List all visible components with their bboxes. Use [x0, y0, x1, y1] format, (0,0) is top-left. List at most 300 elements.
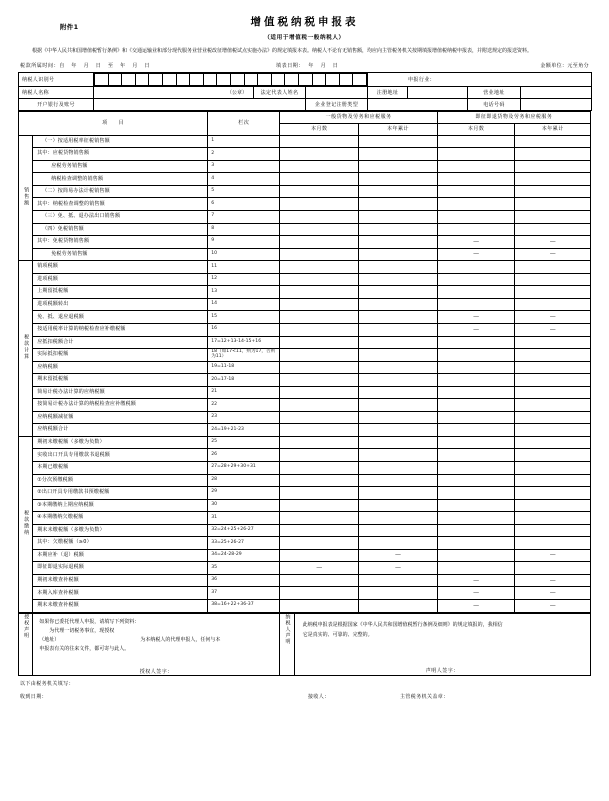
cell-refund-month[interactable]: [437, 349, 515, 362]
cell-refund-year: —: [515, 599, 591, 612]
cell-general-month[interactable]: [280, 323, 359, 336]
row-line-number: 32=24+25+26-27: [208, 524, 280, 537]
cell-refund-year[interactable]: [515, 361, 591, 374]
main-table-head: [19, 111, 591, 135]
cell-general-month[interactable]: [280, 173, 359, 186]
cell-refund-year[interactable]: [515, 449, 591, 462]
taxpayer-code-boxes[interactable]: [94, 72, 368, 86]
cell-general-month[interactable]: [280, 461, 359, 474]
col-refund-year-header: 本年累计: [515, 123, 591, 135]
decl-line-2: 它是真实的、可靠的、完整的。: [302, 632, 373, 639]
code-box[interactable]: [162, 73, 176, 85]
cell-refund-month[interactable]: [437, 148, 515, 161]
row-item-label: ③本期缴纳上期应纳税额: [33, 499, 208, 512]
attachment-number: 附件1: [60, 23, 79, 31]
col-general-year-header: 本年累计: [359, 123, 438, 135]
cell-refund-month[interactable]: [437, 336, 515, 349]
row-item-label: （四）免税销售额: [33, 223, 208, 236]
table-row: [19, 411, 591, 424]
cell-general-year[interactable]: [359, 411, 438, 424]
cell-refund-month[interactable]: [437, 198, 515, 211]
page-subtitle: （适用于增值税一般纳税人）: [264, 35, 345, 41]
cell-general-month[interactable]: [280, 587, 359, 600]
row-line-number: 2: [208, 148, 280, 161]
cell-refund-month[interactable]: [437, 449, 515, 462]
taxpayer-identity-table: [18, 72, 592, 111]
cell-refund-year[interactable]: [515, 185, 591, 198]
code-box[interactable]: [244, 73, 258, 85]
table-row: [19, 361, 591, 374]
business-address-value[interactable]: [521, 86, 592, 98]
cell-general-month[interactable]: [280, 273, 359, 286]
cell-general-year[interactable]: [359, 298, 438, 311]
cell-refund-year[interactable]: [515, 211, 591, 224]
authorization-group-label: 授权声明: [19, 613, 33, 675]
cell-general-year[interactable]: [359, 198, 438, 211]
code-box[interactable]: [339, 73, 353, 85]
cell-refund-month[interactable]: [437, 298, 515, 311]
cell-general-month[interactable]: [280, 211, 359, 224]
code-box[interactable]: [326, 73, 340, 85]
cell-refund-month[interactable]: [437, 273, 515, 286]
row-line-number: 38=16+22+36-37: [208, 599, 280, 612]
receiver-label: 接收人：: [308, 693, 330, 700]
code-box[interactable]: [176, 73, 190, 85]
cell-general-month: —: [280, 562, 359, 575]
cell-refund-month[interactable]: [437, 512, 515, 525]
table-row: [19, 587, 591, 600]
code-box[interactable]: [298, 73, 312, 85]
cell-general-month[interactable]: [280, 236, 359, 249]
row-line-number: 27=28+29+30+31: [208, 461, 280, 474]
taxpayer-name-row: [19, 86, 592, 98]
cell-general-month[interactable]: [280, 386, 359, 399]
cell-general-year[interactable]: [359, 461, 438, 474]
cell-general-month[interactable]: [280, 148, 359, 161]
row-line-number: 19=11-18: [208, 361, 280, 374]
bank-account-label: 开户银行及账号: [19, 98, 94, 110]
cell-refund-year[interactable]: [515, 160, 591, 173]
registered-address-label: 注册地址: [368, 86, 408, 98]
code-box[interactable]: [217, 73, 231, 85]
cell-general-month[interactable]: [280, 160, 359, 173]
cell-general-year[interactable]: [359, 487, 438, 500]
cell-refund-year[interactable]: [515, 261, 591, 274]
cell-general-year[interactable]: [359, 587, 438, 600]
table-row: [19, 574, 591, 587]
table-row: [19, 336, 591, 349]
row-line-number: 7: [208, 211, 280, 224]
cell-general-year[interactable]: [359, 474, 438, 487]
code-box[interactable]: [312, 73, 326, 85]
cell-general-year[interactable]: [359, 311, 438, 324]
auth-line-2: 为代理一切税务事宜，现授权: [49, 627, 115, 634]
cell-refund-year: —: [515, 549, 591, 562]
cell-general-year[interactable]: [359, 273, 438, 286]
row-item-label: 期末未缴查补税额: [33, 599, 208, 612]
table-row: [19, 286, 591, 299]
cell-general-year[interactable]: [359, 386, 438, 399]
row-line-number: 34=24-28-29: [208, 549, 280, 562]
fill-date-label: 填表日期： 年 月 日: [276, 62, 339, 69]
cell-general-year[interactable]: [359, 449, 438, 462]
cell-general-year[interactable]: [359, 499, 438, 512]
code-box[interactable]: [122, 73, 136, 85]
cell-general-month[interactable]: [280, 449, 359, 462]
cell-general-month[interactable]: [280, 361, 359, 374]
table-row: [19, 374, 591, 387]
row-line-number: 18（如17<11，则为17，否则为11）: [208, 349, 280, 362]
cell-refund-month[interactable]: [437, 487, 515, 500]
row-item-label: 应纳税额合计: [33, 424, 208, 437]
legal-person-value[interactable]: [306, 86, 368, 98]
cell-refund-year[interactable]: [515, 399, 591, 412]
cell-general-month[interactable]: [280, 599, 359, 612]
table-row: [19, 386, 591, 399]
row-item-label: ①分次预缴税额: [33, 474, 208, 487]
page-title: 增值税纳税申报表: [250, 16, 359, 28]
cell-general-year[interactable]: [359, 286, 438, 299]
row-item-label: 进项税额转出: [33, 298, 208, 311]
row-item-label: 期初未缴税额（多缴为负数）: [33, 436, 208, 449]
table-row: [19, 273, 591, 286]
row-line-number: 14: [208, 298, 280, 311]
row-line-number: 11: [208, 261, 280, 274]
cell-general-month[interactable]: [280, 261, 359, 274]
col-group-refund-header: 即征即退货物及劳务和应税服务: [437, 111, 590, 123]
cell-general-month[interactable]: [280, 524, 359, 537]
table-row: [19, 537, 591, 550]
business-address-label: 营业地址: [468, 86, 521, 98]
cell-general-year[interactable]: [359, 160, 438, 173]
row-item-label: 应纳税额减征额: [33, 411, 208, 424]
registered-address-value[interactable]: [408, 86, 468, 98]
declare-industry-label: 申报行业：: [368, 72, 592, 86]
cell-refund-month[interactable]: [437, 499, 515, 512]
row-line-number: 3: [208, 160, 280, 173]
row-line-number: 16: [208, 323, 280, 336]
cell-general-month[interactable]: [280, 549, 359, 562]
row-line-number: 35: [208, 562, 280, 575]
auth-line-4: 申报表有关的往来文件，都可寄与此人。: [39, 646, 130, 653]
cell-refund-month[interactable]: [437, 173, 515, 186]
cell-refund-month[interactable]: [437, 374, 515, 387]
cell-general-month[interactable]: [280, 336, 359, 349]
declaration-block: [294, 613, 590, 675]
code-box[interactable]: [190, 73, 204, 85]
cell-refund-year[interactable]: [515, 298, 591, 311]
cell-general-month[interactable]: [280, 474, 359, 487]
cell-general-month[interactable]: [280, 311, 359, 324]
cell-general-year[interactable]: [359, 211, 438, 224]
cell-general-month[interactable]: [280, 512, 359, 525]
row-group-text: 销售额: [23, 187, 30, 207]
cell-refund-month: —: [437, 236, 515, 249]
received-date-label: 收到日期：: [20, 693, 48, 700]
cell-refund-year[interactable]: [515, 537, 591, 550]
cell-refund-month[interactable]: [437, 286, 515, 299]
row-group-text: 税款缴纳: [23, 510, 30, 537]
cell-refund-month: —: [437, 574, 515, 587]
cell-refund-year[interactable]: [515, 386, 591, 399]
cell-refund-month[interactable]: [437, 474, 515, 487]
declaration-table: [18, 613, 591, 676]
cell-refund-month[interactable]: [437, 436, 515, 449]
cell-general-month[interactable]: [280, 487, 359, 500]
row-line-number: 4: [208, 173, 280, 186]
code-box[interactable]: [203, 73, 217, 85]
row-item-label: 其中：免税货物销售额: [33, 236, 208, 249]
cell-refund-year[interactable]: [515, 223, 591, 236]
row-line-number: 12: [208, 273, 280, 286]
taxpayer-name-label: 纳税人名称: [19, 86, 94, 98]
col-lineno-header: 栏次: [208, 111, 280, 135]
cell-refund-month[interactable]: [437, 549, 515, 562]
cell-refund-month[interactable]: [437, 361, 515, 374]
cell-refund-year[interactable]: [515, 474, 591, 487]
code-box[interactable]: [108, 73, 122, 85]
tax-period-label: 税款所属时间：自 年 月 日 至 年 月 日: [20, 62, 151, 69]
cell-refund-month[interactable]: [437, 537, 515, 550]
row-line-number: 1: [208, 135, 280, 148]
row-item-label: 本期应补（退）税额: [33, 549, 208, 562]
cell-general-year[interactable]: [359, 436, 438, 449]
row-item-label: 期末未缴税额（多缴为负数）: [33, 524, 208, 537]
cell-refund-year[interactable]: [515, 273, 591, 286]
cell-general-month[interactable]: [280, 436, 359, 449]
cell-general-month[interactable]: [280, 185, 359, 198]
cell-refund-year[interactable]: [515, 487, 591, 500]
cell-general-year[interactable]: [359, 261, 438, 274]
cell-refund-year[interactable]: [515, 349, 591, 362]
enterprise-type-value[interactable]: [368, 98, 468, 110]
table-row: [19, 562, 591, 575]
cell-general-month[interactable]: [280, 499, 359, 512]
table-row: [19, 549, 591, 562]
cell-general-month[interactable]: [280, 537, 359, 550]
cell-refund-month[interactable]: [437, 223, 515, 236]
cell-refund-year: —: [515, 323, 591, 336]
row-line-number: 36: [208, 574, 280, 587]
row-item-label: （三）免、抵、退办法出口销售额: [33, 211, 208, 224]
cell-refund-month[interactable]: [437, 211, 515, 224]
cell-refund-month[interactable]: [437, 185, 515, 198]
table-row: [19, 248, 591, 261]
cell-general-year[interactable]: [359, 424, 438, 437]
code-box[interactable]: [285, 73, 299, 85]
decl-line-1: 此纳税申报表是根据国家《中华人民共和国增值税暂行条例及细则》的规定填报的，我相信: [302, 621, 503, 628]
cell-general-month[interactable]: [280, 298, 359, 311]
cell-general-year[interactable]: [359, 574, 438, 587]
cell-general-month[interactable]: [280, 374, 359, 387]
row-line-number: 31: [208, 512, 280, 525]
cell-general-month[interactable]: [280, 286, 359, 299]
tax-authority-note: 以下由税务机关填写：: [20, 680, 75, 687]
cell-refund-month[interactable]: [437, 386, 515, 399]
cell-general-year[interactable]: [359, 399, 438, 412]
taxpayer-code-row: [19, 72, 592, 86]
cell-general-year[interactable]: [359, 223, 438, 236]
table-row: [19, 499, 591, 512]
cell-refund-year[interactable]: [515, 198, 591, 211]
cell-general-year[interactable]: [359, 173, 438, 186]
table-row: [19, 461, 591, 474]
cell-refund-year[interactable]: [515, 173, 591, 186]
cell-refund-year[interactable]: [515, 148, 591, 161]
cell-refund-year[interactable]: [515, 461, 591, 474]
table-row: [19, 135, 591, 148]
cell-general-year[interactable]: [359, 349, 438, 362]
cell-general-year[interactable]: [359, 185, 438, 198]
enterprise-type-label: 企业登记注册类型: [306, 98, 368, 110]
cell-general-year: —: [359, 562, 438, 575]
row-item-label: 其中：纳税检查调整的销售额: [33, 198, 208, 211]
row-line-number: 33=25+26-27: [208, 537, 280, 550]
cell-refund-year[interactable]: [515, 524, 591, 537]
intro-paragraph: 根据《中华人民共和国增值税暂行条例》和《交通运输业和部分现代服务业营业税改征增值税试点实施办法》的规定填报本表。纳税人不论有无销售额，均应向主管税务机关按期填报增值税纳税申报表，并附送规定的报送资料。: [32, 48, 533, 54]
row-item-label: 实际抵扣税额: [33, 349, 208, 362]
cell-refund-month[interactable]: [437, 411, 515, 424]
cell-general-year[interactable]: [359, 524, 438, 537]
table-row: [19, 512, 591, 525]
amount-unit-label: 金额单位：元至角分: [540, 62, 589, 69]
row-group-label-tax_calc: [19, 261, 33, 437]
table-row: [19, 449, 591, 462]
bank-account-row: [19, 98, 592, 110]
cell-refund-year[interactable]: [515, 436, 591, 449]
row-item-label: 本期入库查补税额: [33, 587, 208, 600]
col-refund-month-header: 本月数: [437, 123, 515, 135]
cell-refund-year[interactable]: [515, 512, 591, 525]
row-item-label: 应抵扣税额合计: [33, 336, 208, 349]
bank-account-value[interactable]: [94, 98, 306, 110]
cell-general-month[interactable]: [280, 198, 359, 211]
cell-general-year[interactable]: [359, 361, 438, 374]
code-box[interactable]: [230, 73, 244, 85]
cell-general-month[interactable]: [280, 411, 359, 424]
cell-refund-year[interactable]: [515, 336, 591, 349]
cell-general-month[interactable]: [280, 135, 359, 148]
code-box[interactable]: [95, 73, 109, 85]
row-item-label: 销项税额: [33, 261, 208, 274]
row-item-label: （二）按简易办法计税销售额: [33, 185, 208, 198]
cell-refund-year[interactable]: [515, 424, 591, 437]
row-line-number: 8: [208, 223, 280, 236]
cell-refund-month: —: [437, 323, 515, 336]
row-item-label: 即征即退实际退税额: [33, 562, 208, 575]
row-line-number: 26: [208, 449, 280, 462]
taxpayer-name-value[interactable]: [94, 86, 254, 98]
row-group-text: 税款计算: [23, 334, 30, 361]
authorizer-signature-label[interactable]: 授权人签字：: [139, 668, 173, 675]
row-item-label: 简易计税办法计算的应纳税额: [33, 386, 208, 399]
cell-general-year[interactable]: [359, 236, 438, 249]
vat-main-table: [18, 111, 591, 613]
row-item-label: 其中：应税货物销售额: [33, 148, 208, 161]
row-item-label: 应税劳务销售额: [33, 160, 208, 173]
row-item-label: 实收出口开具专用缴款书退税额: [33, 449, 208, 462]
cell-general-year[interactable]: [359, 374, 438, 387]
cell-refund-year[interactable]: [515, 374, 591, 387]
row-item-label: ④本期缴纳欠缴税额: [33, 512, 208, 525]
cell-refund-year[interactable]: [515, 286, 591, 299]
cell-refund-year[interactable]: [515, 411, 591, 424]
cell-general-year[interactable]: [359, 537, 438, 550]
cell-general-month[interactable]: [280, 424, 359, 437]
row-line-number: 5: [208, 185, 280, 198]
cell-general-month[interactable]: [280, 399, 359, 412]
declaration-group-label: 纳税人声明: [280, 613, 294, 675]
cell-refund-month[interactable]: [437, 135, 515, 148]
row-line-number: 23: [208, 411, 280, 424]
code-box[interactable]: [258, 73, 272, 85]
cell-general-year[interactable]: [359, 512, 438, 525]
cell-general-year[interactable]: [359, 148, 438, 161]
row-line-number: 29: [208, 487, 280, 500]
row-item-label: 纳税检查调整的销售额: [33, 173, 208, 186]
row-item-label: 进项税额: [33, 273, 208, 286]
code-box[interactable]: [135, 73, 149, 85]
cell-refund-month[interactable]: [437, 261, 515, 274]
table-row: [19, 311, 591, 324]
row-line-number: 6: [208, 198, 280, 211]
cell-refund-month: —: [437, 587, 515, 600]
cell-refund-month[interactable]: [437, 160, 515, 173]
cell-refund-year[interactable]: [515, 499, 591, 512]
cell-refund-month[interactable]: [437, 424, 515, 437]
meta-row: [18, 61, 591, 72]
row-line-number: 37: [208, 587, 280, 600]
cell-general-year[interactable]: [359, 248, 438, 261]
table-row: [19, 424, 591, 437]
phone-value[interactable]: [521, 98, 592, 110]
cell-refund-month[interactable]: [437, 524, 515, 537]
row-line-number: 17=12+13-14-15+16: [208, 336, 280, 349]
row-item-label: 其中：欠缴税额（≥0）: [33, 537, 208, 550]
table-row: [19, 487, 591, 500]
code-box[interactable]: [353, 73, 367, 85]
cell-refund-year: —: [515, 587, 591, 600]
table-row: [19, 436, 591, 449]
cell-refund-month[interactable]: [437, 461, 515, 474]
cell-general-month[interactable]: [280, 223, 359, 236]
cell-general-year[interactable]: [359, 336, 438, 349]
cell-refund-year[interactable]: [515, 135, 591, 148]
table-row: [19, 223, 591, 236]
cell-refund-year[interactable]: [515, 562, 591, 575]
table-row: [19, 349, 591, 362]
auth-line-3: （地址） 为本纳税人的代理申报人，任何与本: [39, 637, 221, 644]
code-box[interactable]: [149, 73, 163, 85]
legal-person-label: 法定代表人姓名: [254, 86, 306, 98]
table-row: [19, 198, 591, 211]
cell-refund-year: —: [515, 311, 591, 324]
cell-refund-month[interactable]: [437, 399, 515, 412]
cell-general-year[interactable]: [359, 135, 438, 148]
row-item-label: 应纳税额: [33, 361, 208, 374]
cell-refund-month[interactable]: [437, 562, 515, 575]
cell-general-year[interactable]: [359, 599, 438, 612]
row-line-number: 28: [208, 474, 280, 487]
cell-general-month[interactable]: [280, 349, 359, 362]
cell-general-month[interactable]: [280, 248, 359, 261]
cell-refund-month: —: [437, 599, 515, 612]
cell-general-month[interactable]: [280, 574, 359, 587]
cell-general-year[interactable]: [359, 323, 438, 336]
code-box[interactable]: [271, 73, 285, 85]
taxpayer-code-label: 纳税人识别号: [19, 72, 94, 86]
declarant-signature-label[interactable]: 声明人签字：: [425, 667, 459, 674]
